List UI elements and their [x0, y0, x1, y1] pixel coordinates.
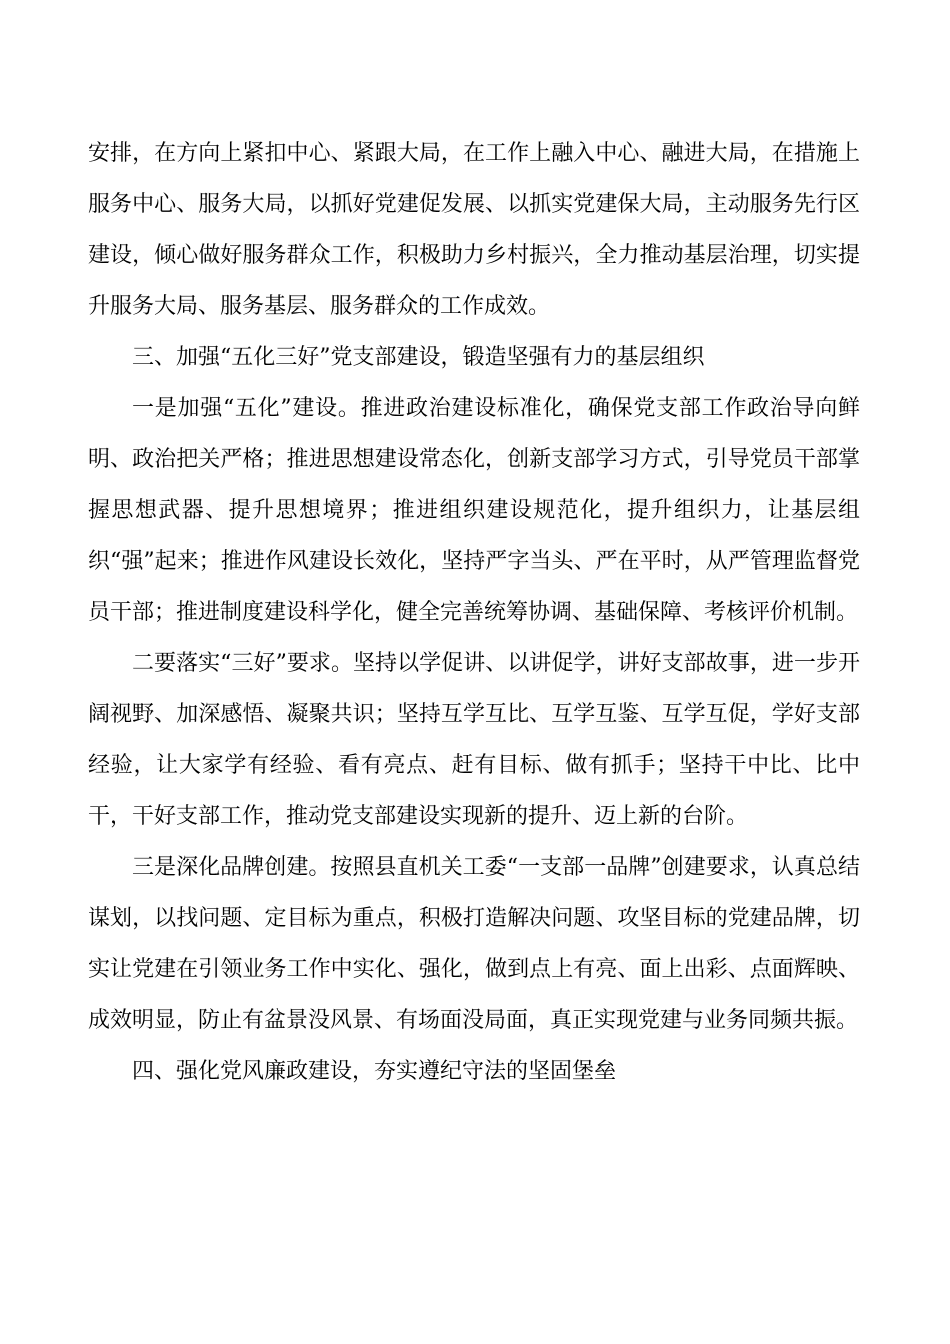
paragraph-continuation: 安排，在方向上紧扣中心、紧跟大局，在工作上融入中心、融进大局，在措施上服务中心、服务大局，以抓好党建促发展、以抓实党建保大局，主动服务先行区建设，倾心做好服务群众工作，积极助力乡村振兴，全力推动基层治理，切实提升服务大局、服务基层、服务群众的工作成效。	[88, 141, 860, 319]
section-heading-three: 三、加强“五化三好”党支部建设，锻造坚强有力的基层组织	[132, 345, 705, 370]
document-body	[88, 128, 860, 1097]
paragraph-brand-building: 三是深化品牌创建。按照县直机关工委“一支部一品牌”创建要求，认真总结谋划，以找问题、定目标为重点，积极打造解决问题、攻坚目标的党建品牌，切实让党建在引领业务工作中实化、强化，做到点上有亮、面上出彩、点面辉映、成效明显，防止有盆景没风景、有场面没局面，真正实现党建与业务同频共振。	[88, 855, 860, 1033]
section-heading-four: 四、强化党风廉政建设，夯实遵纪守法的坚固堡垒	[132, 1059, 617, 1084]
paragraph-three-goods: 二要落实“三好”要求。坚持以学促讲、以讲促学，讲好支部故事，进一步开阔视野、加深感悟、凝聚共识；坚持互学互比、互学互鉴、互学互促，学好支部经验，让大家学有经验、看有亮点、赶有目标、做有抓手；坚持干中比、比中干，干好支部工作，推动党支部建设实现新的提升、迈上新的台阶。	[88, 651, 860, 829]
paragraph-five-modernizations: 一是加强“五化”建设。推进政治建设标准化，确保党支部工作政治导向鲜明、政治把关严格；推进思想建设常态化，创新支部学习方式，引导党员干部掌握思想武器、提升思想境界；推进组织建设规范化，提升组织力，让基层组织“强”起来；推进作风建设长效化，坚持严字当头、严在平时，从严管理监督党员干部；推进制度建设科学化，健全完善统筹协调、基础保障、考核评价机制。	[88, 396, 860, 625]
